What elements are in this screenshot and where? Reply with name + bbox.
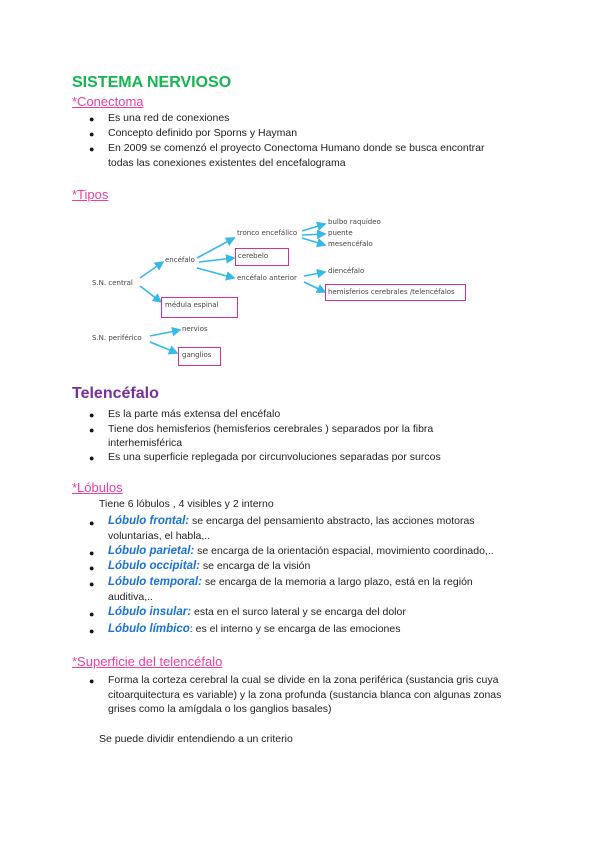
label-encefalo: encéfalo [165, 256, 195, 264]
lobulo-parietal-text: se encarga de la orientación espacial, movimiento coordinado,.. [194, 545, 494, 557]
lobulo-occipital [108, 560, 310, 572]
label-medula: médula espinal [165, 301, 219, 309]
bullet-icon: ● [89, 579, 95, 589]
bullet-icon: ● [89, 129, 95, 139]
lobulo-temporal-text: se encarga de la memoria a largo plazo, está en la región [201, 576, 473, 588]
arrow-periferico-ganglios [150, 342, 177, 353]
lobulo-limbico [108, 623, 400, 635]
page-title: SISTEMA NERVIOSO [72, 74, 232, 91]
lobulos-heading: *Lóbulos [72, 480, 123, 495]
tipos-heading: *Tipos [72, 187, 109, 202]
bullet-icon: ● [89, 114, 95, 124]
lobulo-occipital-text: se encarga de la visión [200, 560, 311, 572]
label-diencefalo: diencéfalo [328, 267, 365, 275]
superficie-line-3: grises como la amígdala o los ganglios basales) [108, 703, 332, 715]
conectoma-bullet-3-cont: todas las conexiones existentes del encefalograma [108, 157, 346, 169]
arrow-central-medula [140, 286, 161, 302]
bullet-icon: ● [89, 626, 95, 636]
label-sn-periferico: S.N. periférico [92, 334, 142, 342]
label-hemisferios: hemisferios cerebrales /telencéfalos [328, 288, 455, 296]
arrow-tronco-bulbo [302, 224, 325, 231]
superficie-heading: *Superficie del telencéfalo [72, 654, 223, 669]
bullet-icon: ● [89, 548, 95, 558]
bullet-icon: ● [89, 609, 95, 619]
bullet-icon: ● [89, 563, 95, 573]
label-bulbo: bulbo raquídeo [328, 218, 381, 226]
superficie-line-1: Forma la corteza cerebral la cual se divide en la zona periférica (sustancia gris cuya [108, 674, 499, 686]
bullet-icon: ● [89, 676, 95, 686]
lobulo-frontal-name: Lóbulo frontal: [108, 515, 190, 527]
label-tronco: tronco encefálico [237, 229, 298, 237]
bullet-icon: ● [89, 425, 95, 435]
arrow-tronco-puente [302, 234, 325, 235]
telencefalo-bullet-3: Es una superficie replegada por circunvoluciones separadas por surcos [108, 451, 441, 463]
arrow-encefalo-tronco [197, 238, 234, 258]
conectoma-bullet-2: Concepto definido por Sporns y Hayman [108, 127, 298, 139]
lobulo-limbico-text: : es el interno y se encarga de las emociones [189, 623, 401, 635]
telencefalo-bullet-1: Es la parte más extensa del encéfalo [108, 408, 281, 420]
bullet-icon: ● [89, 144, 95, 154]
label-nervios: nervios [182, 325, 208, 333]
conectoma-heading: *Conectoma [72, 94, 144, 109]
lobulo-insular [108, 606, 406, 618]
telencefalo-bullet-2: Tiene dos hemisferios (hemisferios cerebrales ) separados por la fibra [108, 423, 434, 435]
bullet-icon: ● [89, 518, 95, 528]
arrow-encefalo-cerebelo [199, 258, 234, 262]
arrow-anterior-diencefalo [304, 272, 325, 276]
lobulo-temporal-name: Lóbulo temporal: [108, 576, 202, 588]
lobulo-limbico-name: Lóbulo límbico [108, 623, 190, 635]
lobulo-frontal-text: se encarga del pensamiento abstracto, las acciones motoras [189, 515, 475, 527]
lobulo-parietal [108, 545, 494, 557]
arrow-encefalo-anterior [197, 268, 234, 278]
label-ganglios: ganglios [182, 351, 212, 359]
lobulo-temporal-cont: auditiva,.. [108, 591, 153, 603]
arrow-anterior-hemisferios [304, 282, 325, 292]
bullet-icon: ● [89, 410, 95, 420]
lobulo-temporal [108, 576, 473, 588]
superficie-footer: Se puede dividir entendiendo a un criterio [99, 733, 293, 745]
bullet-icon: ● [89, 453, 95, 463]
lobulo-insular-text: esta en el surco lateral y se encarga del dolor [191, 606, 406, 618]
lobulo-insular-name: Lóbulo insular: [108, 606, 192, 618]
arrow-tronco-mesencefalo [302, 238, 325, 245]
lobulos-intro: Tiene 6 lóbulos , 4 visibles y 2 interno [99, 498, 274, 510]
lobulo-parietal-name: Lóbulo parietal: [108, 545, 195, 557]
label-puente: puente [328, 229, 353, 237]
label-cerebelo: cerebelo [238, 252, 269, 260]
conectoma-bullet-3: En 2009 se comenzó el proyecto Conectoma Humano donde se busca encontrar [108, 142, 485, 154]
arrow-central-encefalo [140, 262, 163, 278]
superficie-line-2: citoarquitectura es variable) y la zona profunda (sustancia blanca con algunas zonas [108, 689, 502, 701]
label-mesencefalo: mesencéfalo [328, 240, 373, 248]
lobulo-frontal-cont: voluntarias, el habla,.. [108, 530, 211, 542]
label-encefalo-anterior: encéfalo anterior [237, 274, 297, 282]
telencefalo-bullet-2-cont: interhemisférica [108, 437, 183, 449]
label-sn-central: S.N. central [92, 279, 133, 287]
telencefalo-heading: Telencéfalo [72, 385, 159, 402]
lobulo-frontal [108, 515, 475, 527]
lobulo-occipital-name: Lóbulo occipital: [108, 560, 200, 572]
arrow-periferico-nervios [150, 330, 180, 336]
conectoma-bullet-1: Es una red de conexiones [108, 112, 230, 124]
